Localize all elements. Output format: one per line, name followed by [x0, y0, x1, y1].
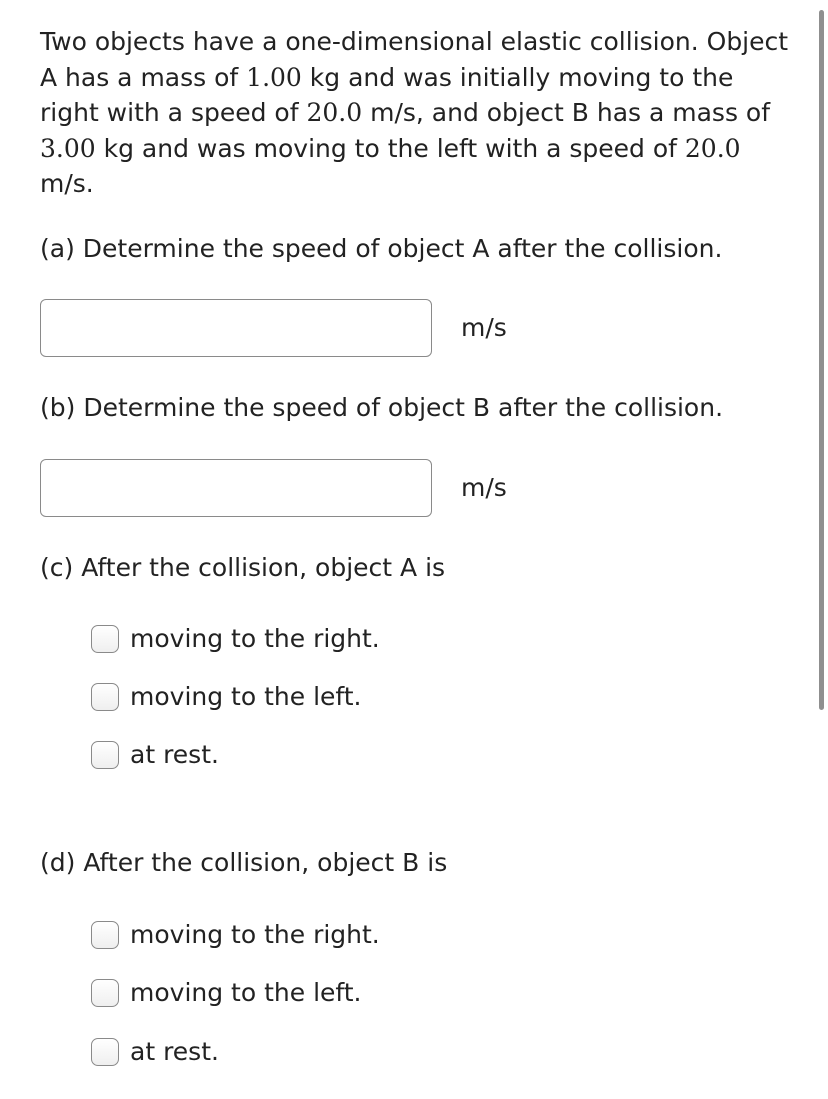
- part-c-option-right[interactable]: [91, 622, 380, 656]
- option-label: moving to the right.: [130, 920, 380, 949]
- part-d-option-right[interactable]: [91, 918, 380, 952]
- speed-a-value: 20.0: [306, 98, 363, 127]
- intro-text: m/s.: [40, 169, 94, 198]
- vertical-scrollbar[interactable]: [819, 10, 824, 710]
- part-c-option-rest[interactable]: [91, 738, 219, 772]
- part-b-answer-input[interactable]: [40, 459, 432, 517]
- problem-statement: [40, 24, 800, 202]
- part-a-question: (a) Determine the speed of object A after the collision.: [40, 234, 723, 263]
- part-d-option-left[interactable]: [91, 976, 362, 1010]
- part-a-unit: m/s: [461, 313, 507, 342]
- intro-text: kg and was moving to the left with a speed of: [95, 133, 685, 163]
- mass-a-value: 1.00: [246, 62, 302, 92]
- speed-b-value: 20.0: [684, 133, 741, 163]
- part-d-option-rest[interactable]: [91, 1035, 219, 1069]
- option-label: at rest.: [130, 1037, 219, 1066]
- part-a-answer-input[interactable]: [40, 299, 432, 357]
- checkbox[interactable]: [91, 1038, 119, 1066]
- checkbox[interactable]: [91, 979, 119, 1007]
- part-c-option-left[interactable]: [91, 680, 362, 714]
- part-d-question: (d) After the collision, object B is: [40, 848, 448, 877]
- part-b-question: (b) Determine the speed of object B after the collision.: [40, 393, 724, 422]
- option-label: at rest.: [130, 740, 219, 769]
- intro-text: Two objects have a one-dimensional elastic collision. Object A has a mass of: [40, 27, 789, 92]
- mass-b-value: 3.00: [40, 133, 96, 163]
- option-label: moving to the left.: [130, 978, 362, 1007]
- intro-text: kg and was initially moving to the right with a speed of: [40, 62, 734, 127]
- option-label: moving to the left.: [130, 682, 362, 711]
- checkbox[interactable]: [91, 921, 119, 949]
- checkbox[interactable]: [91, 625, 119, 653]
- option-label: moving to the right.: [130, 624, 380, 653]
- part-b-unit: m/s: [461, 473, 507, 502]
- checkbox[interactable]: [91, 741, 119, 769]
- checkbox[interactable]: [91, 683, 119, 711]
- part-c-question: (c) After the collision, object A is: [40, 553, 446, 582]
- intro-text: m/s, and object B has a mass of: [362, 98, 771, 127]
